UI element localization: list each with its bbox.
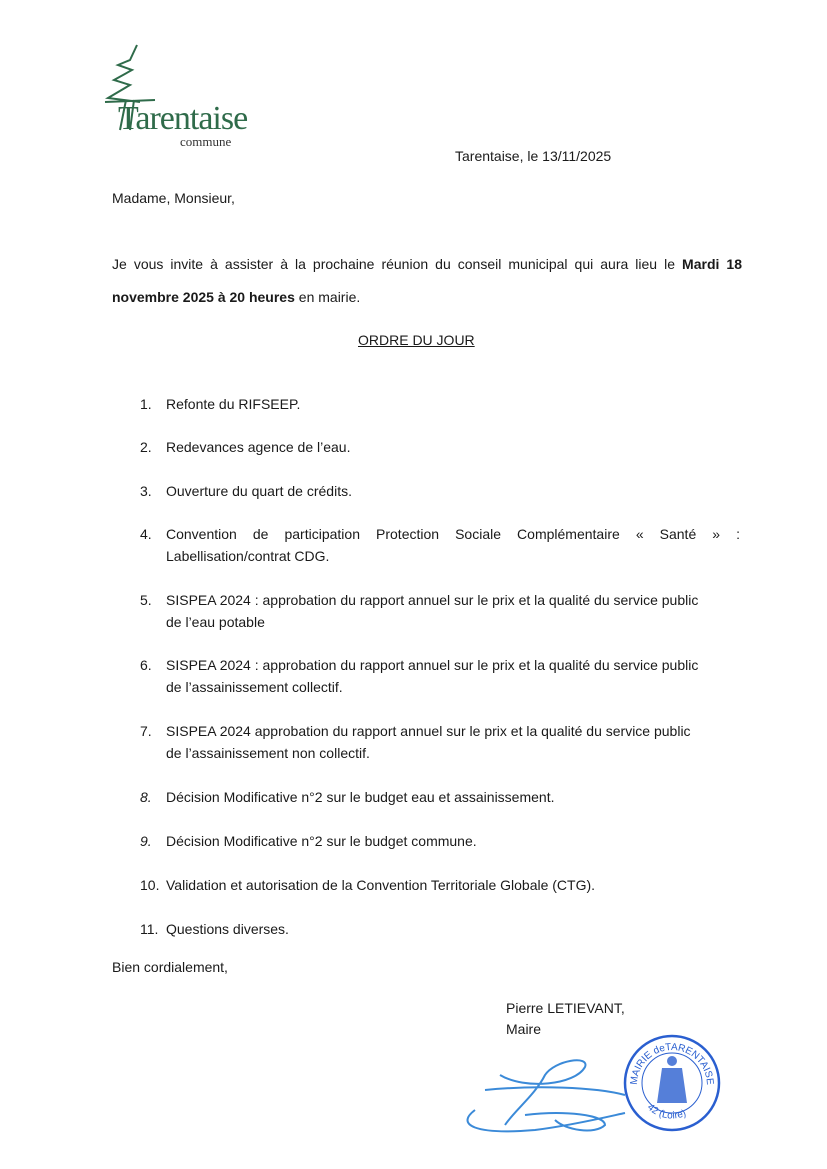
agenda-title: ORDRE DU JOUR	[358, 332, 475, 348]
agenda-item-line: Décision Modificative n°2 sur le budget eau et assainissement.	[166, 789, 555, 805]
commune-logo	[100, 40, 300, 150]
agenda-item-text	[166, 720, 740, 764]
agenda-item-text	[166, 480, 740, 502]
agenda-item-text	[166, 436, 740, 458]
agenda-item-line: Questions diverses.	[166, 921, 289, 937]
agenda-item-line: de l’eau potable	[166, 614, 265, 630]
signer-name: Pierre LETIEVANT,	[506, 1000, 625, 1016]
intro-date: novembre 2025 à 20 heures	[112, 289, 295, 305]
intro-place: en mairie.	[294, 289, 361, 305]
agenda-item-number: 5.	[140, 592, 152, 608]
agenda-item-line: Refonte du RIFSEEP.	[166, 396, 301, 412]
agenda-item-line: Labellisation/contrat CDG.	[166, 548, 330, 564]
agenda-item-line: Ouverture du quart de crédits.	[166, 483, 352, 499]
agenda-item-number: 3.	[140, 483, 152, 499]
agenda-item-line: SISPEA 2024 : approbation du rapport annuel sur le prix et la qualité du service public	[166, 657, 699, 673]
agenda-item-line: Validation et autorisation de la Convention Territoriale Globale (CTG).	[166, 877, 596, 893]
signer-title: Maire	[506, 1021, 542, 1037]
agenda-item-number: 10.	[140, 877, 160, 893]
agenda-item-text	[166, 874, 740, 896]
agenda-item-line: de l’assainissement collectif.	[166, 679, 343, 695]
agenda-item-line: Redevances agence de l’eau.	[166, 439, 351, 455]
agenda-item-number: 7.	[140, 723, 152, 739]
agenda-item-number: 6.	[140, 657, 152, 673]
mayor-stamp	[622, 1033, 722, 1133]
agenda-item-number: 9.	[140, 833, 152, 849]
agenda-item-line: SISPEA 2024 : approbation du rapport annuel sur le prix et la qualité du service public	[166, 592, 699, 608]
agenda-item-number: 1.	[140, 396, 152, 412]
handwritten-signature	[455, 1055, 635, 1135]
agenda-item-text	[166, 830, 740, 852]
agenda-item-number: 11.	[140, 921, 159, 937]
logo-subtitle: commune	[180, 134, 232, 149]
agenda-item-text	[166, 523, 740, 567]
salutation: Madame, Monsieur,	[112, 190, 235, 206]
intro-text: Je vous invite à assister à la prochaine réunion du conseil municipal qui aura lieu le	[112, 256, 683, 272]
date-line: Tarentaise, le 13/11/2025	[455, 148, 612, 164]
agenda-item-text	[166, 589, 740, 633]
agenda-item-line: SISPEA 2024 approbation du rapport annuel sur le prix et la qualité du service public	[166, 723, 691, 739]
logo-name: Tarentaise	[118, 100, 248, 137]
agenda-item-text	[166, 918, 740, 940]
agenda-item-number: 4.	[140, 526, 152, 542]
intro-day: Mardi 18	[682, 256, 742, 272]
agenda-item-text	[166, 393, 740, 415]
agenda-item-text	[166, 786, 740, 808]
agenda-item-line: de l’assainissement non collectif.	[166, 745, 370, 761]
agenda-item-line: Décision Modificative n°2 sur le budget commune.	[166, 833, 477, 849]
closing: Bien cordialement,	[112, 959, 228, 975]
svg-text:42 (Loire): 42 (Loire)	[644, 1102, 688, 1122]
agenda-item-number: 8.	[140, 789, 152, 805]
agenda-item-number: 2.	[140, 439, 152, 455]
agenda-item-text	[166, 654, 740, 698]
svg-text:MAIRIE deTARENTAISE: MAIRIE deTARENTAISE	[628, 1041, 716, 1086]
intro-paragraph	[112, 248, 742, 314]
agenda-item-line: Convention de participation Protection Sociale Complémentaire « Santé » :	[166, 526, 740, 542]
